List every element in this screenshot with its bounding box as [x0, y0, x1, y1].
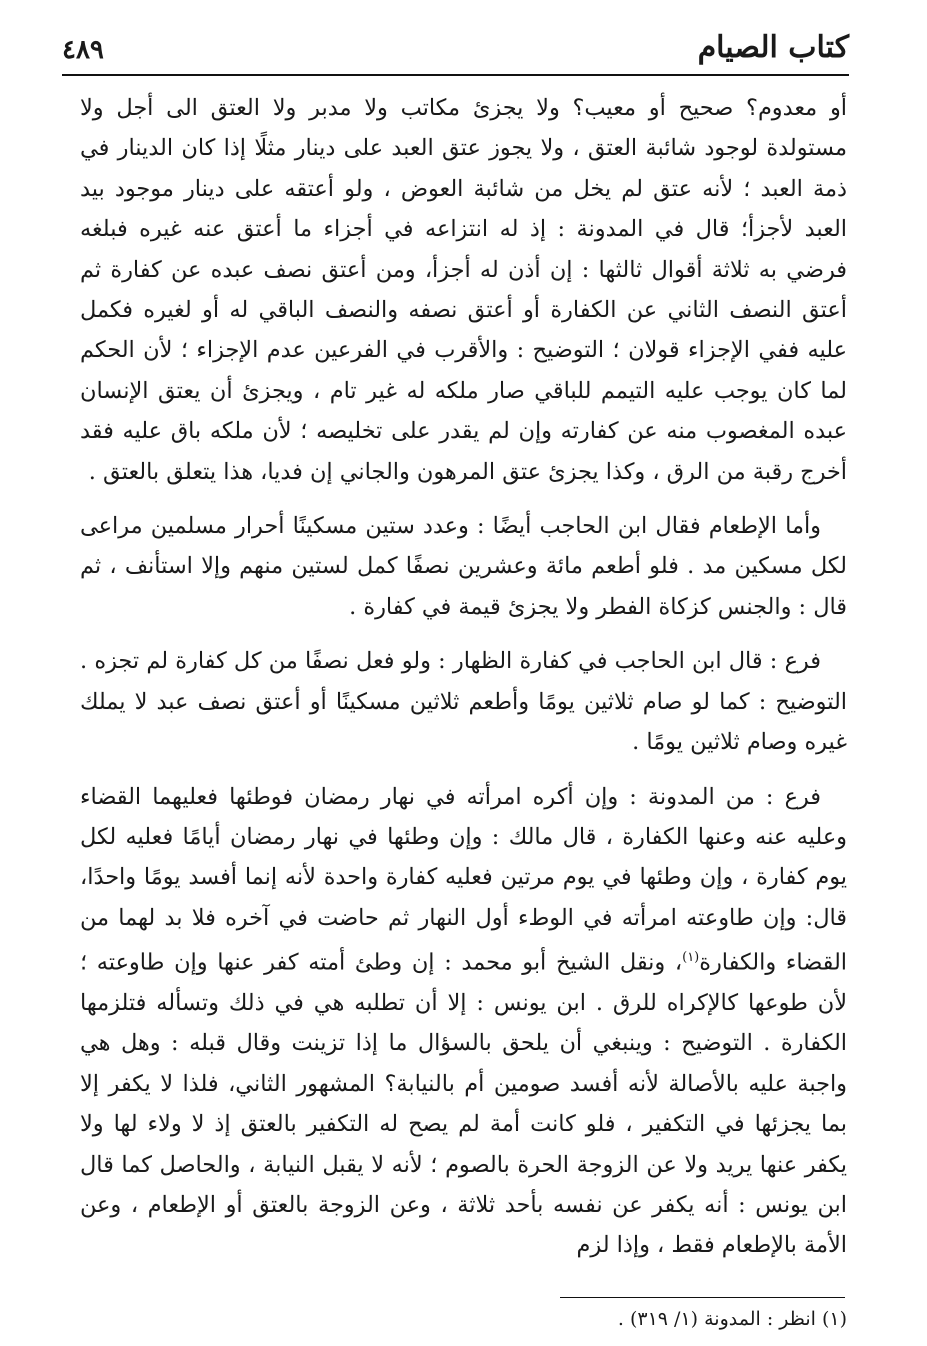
paragraph-2: وأما الإطعام فقال ابن الحاجب أيضًا : وعدد ستين مسكينًا أحرار مسلمين مراعى لكل مسكين مد . فلو أطعم مائة وعشرين نصفًا كمل لستين منهم وإلا استأنف ، ثم قال : والجنس كزكاة الفطر ولا يجزئ قيمة في كفارة . [80, 513, 847, 620]
body-text [80, 88, 847, 1266]
paragraph-3: فرع : قال ابن الحاجب في كفارة الظهار : ولو فعل نصفًا من كل كفارة لم تجزه . التوضيح : كما لو صام ثلاثين يومًا وأطعم ثلاثين مسكينًا أو أعتق نصف عبد لا يملك غيره وصام ثلاثين يومًا . [80, 648, 847, 756]
footnote: (١) انظر : المدونة (١/ ٣١٩) . [617, 1308, 847, 1330]
book-title: كتاب الصيام [697, 30, 849, 65]
header-divider [62, 74, 849, 76]
paragraph-4 [80, 777, 847, 1266]
footnote-marker: (١) [682, 950, 700, 966]
page-number: ٤٨٩ [62, 35, 104, 65]
paragraph-1: أو معدوم؟ صحيح أو معيب؟ ولا يجزئ مكاتب ولا مدبر ولا العتق الى أجل ولا مستولدة لوجود شائبة العتق ، ولا يجوز عتق العبد على دينار مثلًا إذا كان الدينار في ذمة العبد ؛ لأنه عتق لم يخل من شائبة العوض ، ولو أعتقه على دينار موجود بيد العبد لأجزأ؛ قال في المدونة : إذ له انتزاعه في أجزاء ما أعتق عنه غيره فبلغه فرضي به ثلاثة أقوال ثالثها : إن أذن له أجزأ، ومن أعتق نصف عبده عن كفارة ثم أعتق النصف الثاني عن الكفارة أو أعتق نصفه والنصف الباقي له أو لغيره فكمل عليه ففي الإجزاء قولان ؛ التوضيح : والأقرب في الفرعين عدم الإجزاء ؛ لأن الحكم لما كان يوجب عليه التيمم للباقي صار ملكه له غير تام ، ويجزئ أن يعتق الإنسان عبده المغصوب منه عن كفارته وإن لم يقدر على تخليصه ؛ لأن ملكه باق عليه فقد أخرج رقبة من الرق ، وكذا يجزئ عتق المرهون والجاني إن فديا، هذا يتعلق بالعتق . [80, 95, 847, 485]
page-header [62, 28, 849, 78]
paragraph-4-continuation: ، ونقل الشيخ أبو محمد : إن وطئ أمته كفر عنها وإن طاوعته ؛ لأن طوعها كالإكراه للرق . ابن يونس : إلا أن تطلبه هي في ذلك وتسأله فتلزمها الكفارة . التوضيح : وينبغي أن يلحق بالسؤال ما إذا تزينت وقال قبله : وهل هي واجبة عليه بالأصالة لأنه أفسد صومين أم بالنيابة؟ المشهور الثاني، فلذا لا يكفر إلا بما يجزئها في التكفير ، فلو كانت أمة لم يصح له التكفير بالعتق إذ لا ولاء لها ولا يكفر عنها يريد ولا عن الزوجة الحرة بالصوم ؛ لأنه لا يقبل النيابة ، والحاصل كما قال ابن يونس : أنه يكفر عن نفسه بأحد ثلاثة ، وعن الزوجة بالعتق أو الإطعام ، وعن الأمة بالإطعام فقط ، وإذا لزم [80, 949, 847, 1259]
paragraph-4-text: فرع : من المدونة : وإن أكره امرأته في نهار رمضان فوطئها فعليهما القضاء وعليه عنه وعنها الكفارة ، قال مالك : وإن وطئها في نهار رمضان أيامًا فعليه لكل يوم كفارة ، وإن وطئها في يوم مرتين فعليه كفارة واحدة لأنه إنما أفسد يومًا واحدًا، قال: وإن طاوعته امرأته في الوطء أول النهار ثم حاضت في آخره فلا بد لهما من القضاء والكفارة [80, 783, 847, 976]
footnote-divider [560, 1297, 845, 1298]
